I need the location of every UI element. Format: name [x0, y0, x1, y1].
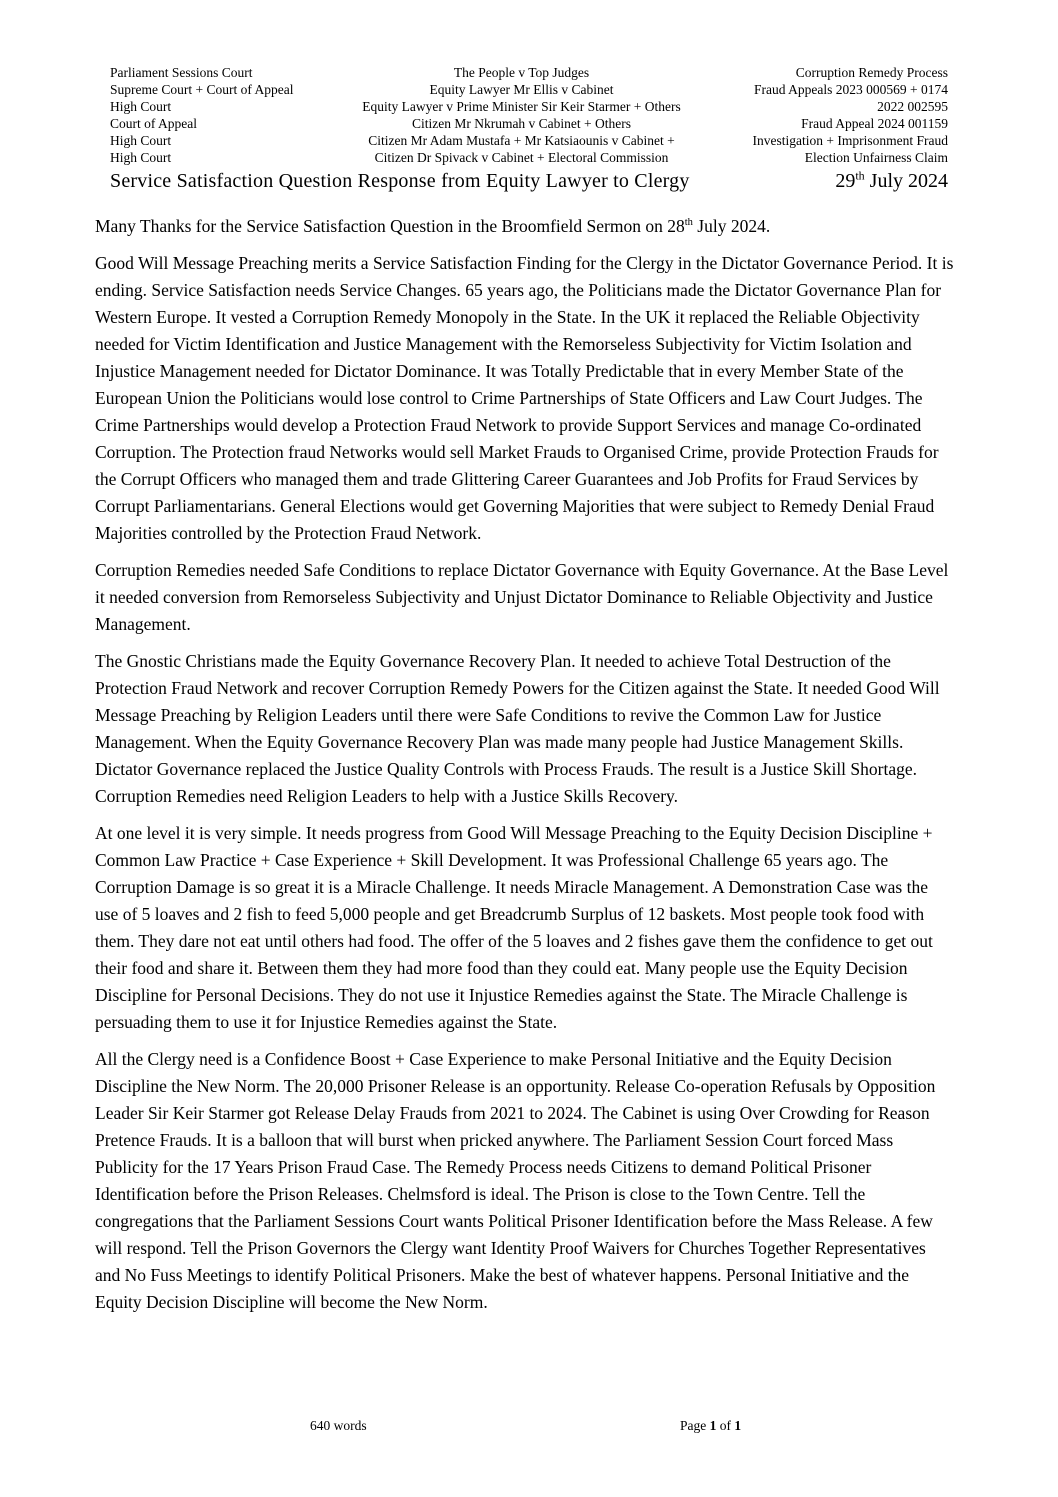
- page-number-text: 1: [734, 1418, 742, 1433]
- case-ref: Fraud Appeal 2024 001159: [801, 116, 948, 131]
- document-body: [95, 213, 955, 1326]
- case-ref: Corruption Remedy Process: [795, 65, 948, 80]
- case-case: Equity Lawyer v Prime Minister Sir Keir Starmer + Others: [362, 99, 681, 114]
- word-count: 640 words: [310, 1418, 367, 1433]
- date-text: th: [855, 168, 865, 183]
- paragraph-text: th: [684, 217, 693, 229]
- paragraph: [95, 250, 955, 547]
- case-row: [110, 115, 948, 132]
- page-number-text: Page: [680, 1418, 710, 1433]
- case-ref: Election Unfairness Claim: [804, 150, 948, 165]
- page-number-text: 1: [709, 1418, 717, 1433]
- paragraph-text: Corruption Remedies needed Safe Conditions to replace Dictator Governance with Equity Governance. At the Base Level it needed conversion from Remorseless Subjectivity and Unjust Dictator Dominance to Reliable Objectivity and Justice Management.: [95, 560, 949, 634]
- case-row: [110, 64, 948, 81]
- case-row: [110, 132, 948, 149]
- case-court: High Court: [110, 99, 172, 114]
- case-court: Supreme Court + Court of Appeal: [110, 82, 294, 97]
- case-row: [110, 98, 948, 115]
- paragraph-text: All the Clergy need is a Confidence Boost + Case Experience to make Personal Initiative and the Equity Decision Discipline the New Norm. The 20,000 Prisoner Release is an opportunity. Release Co-operation Refusals by Opposition Leader Sir Keir Starmer got Release Delay Frauds from 2021 to 2024. The Cabinet is using Over Crowding for Reason Pretence Frauds. It is a balloon that will burst when pricked anywhere. The Parliament Session Court forced Mass Publicity for the 17 Years Prison Fraud Case. The Remedy Process needs Citizens to demand Political Prisoner Identification before the Prison Releases. Chelmsford is ideal. The Prison is close to the Town Centre. Tell the congregations that the Parliament Sessions Court wants Political Prisoner Identification before the Mass Release. A few will respond. Tell the Prison Governors the Clergy want Identity Proof Waivers for Churches Together Representatives and No Fuss Meetings to identify Political Prisoners. Make the best of whatever happens. Personal Initiative and the Equity Decision Discipline will become the New Norm.: [95, 1049, 936, 1312]
- paragraph: [95, 557, 955, 638]
- case-row: [110, 149, 948, 166]
- date-text: 29: [835, 170, 856, 192]
- case-court: High Court: [110, 133, 172, 148]
- paragraph: [95, 1046, 955, 1316]
- case-ref: Investigation + Imprisonment Fraud: [752, 133, 948, 148]
- paragraph-text: July 2024.: [692, 216, 771, 236]
- paragraph-text: Many Thanks for the Service Satisfaction Question in the Broomfield Sermon on 28: [95, 216, 685, 236]
- paragraph-text: At one level it is very simple. It needs progress from Good Will Message Preaching to the Equity Decision Discipline + Common Law Practice + Case Experience + Skill Development. It was Professional Challenge 65 years ago. The Corruption Damage is so great it is a Miracle Challenge. It needs Miracle Management. A Demonstration Case was the use of 5 loaves and 2 fish to feed 5,000 people and get Breadcrumb Surplus of 12 baskets. Most people took food with them. They dare not eat until others had food. The offer of the 5 loaves and 2 fishes gave them the confidence to get out their food and share it. Between them they had more food than they could eat. Many people use the Equity Decision Discipline for Personal Decisions. They do not use it Injustice Remedies against the State. The Miracle Challenge is persuading them to use it for Injustice Remedies against the State.: [95, 823, 933, 1032]
- case-header-table: [110, 64, 948, 166]
- case-case: Equity Lawyer Mr Ellis v Cabinet: [429, 82, 614, 97]
- case-court: Parliament Sessions Court: [110, 65, 253, 80]
- page-number: [680, 1418, 741, 1434]
- case-ref: Fraud Appeals 2023 000569 + 0174: [754, 82, 948, 97]
- paragraph: [95, 213, 955, 240]
- title-row: [110, 170, 948, 193]
- case-court: Court of Appeal: [110, 116, 197, 131]
- paragraph-text: The Gnostic Christians made the Equity Governance Recovery Plan. It needed to achieve Total Destruction of the Protection Fraud Network and recover Corruption Remedy Powers for the Citizen against the State. It needed Good Will Message Preaching by Religion Leaders until there were Safe Conditions to revive the Common Law for Justice Management. When the Equity Governance Recovery Plan was made many people had Justice Management Skills. Dictator Governance replaced the Justice Quality Controls with Process Frauds. The result is a Justice Skill Shortage. Corruption Remedies need Religion Leaders to help with a Justice Skills Recovery.: [95, 651, 940, 806]
- case-row: [110, 81, 948, 98]
- paragraph: [95, 648, 955, 810]
- date-text: July 2024: [864, 170, 948, 192]
- paragraph-text: Good Will Message Preaching merits a Service Satisfaction Finding for the Clergy in the Dictator Governance Period. It is ending. Service Satisfaction needs Service Changes. 65 years ago, the Politicians made the Dictator Governance Plan for Western Europe. It vested a Corruption Remedy Monopoly in the State. In the UK it replaced the Reliable Objectivity needed for Victim Identification and Justice Management with the Remorseless Subjectivity for Victim Isolation and Injustice Management needed for Dictator Dominance. It was Totally Predictable that in every Member State of the European Union the Politicians would lose control to Crime Partnerships of State Officers and Law Court Judges. The Crime Partnerships would develop a Protection Fraud Network to provide Support Services and manage Co-ordinated Corruption. The Protection fraud Networks would sell Market Frauds to Organised Crime, provide Protection Frauds for the Corrupt Officers who managed them and trade Glittering Career Guarantees and Job Profits for Fraud Services by Corrupt Parliamentarians. General Elections would get Governing Majorities that were subject to Remedy Denial Fraud Majorities controlled by the Protection Fraud Network.: [95, 253, 954, 543]
- case-case: The People v Top Judges: [453, 65, 590, 80]
- case-court: High Court: [110, 150, 172, 165]
- case-case: Citizen Mr Nkrumah v Cabinet + Others: [411, 116, 632, 131]
- case-case: Citizen Dr Spivack v Cabinet + Electoral Commission: [374, 150, 669, 165]
- case-ref: 2022 002595: [877, 99, 948, 114]
- document-date: [835, 170, 948, 193]
- case-case: Citizen Mr Adam Mustafa + Mr Katsiaounis v Cabinet +: [368, 133, 675, 148]
- page-number-text: of: [716, 1418, 735, 1433]
- page-footer: [0, 1418, 1058, 1440]
- paragraph: [95, 820, 955, 1036]
- document-title: Service Satisfaction Question Response from Equity Lawyer to Clergy: [110, 170, 690, 192]
